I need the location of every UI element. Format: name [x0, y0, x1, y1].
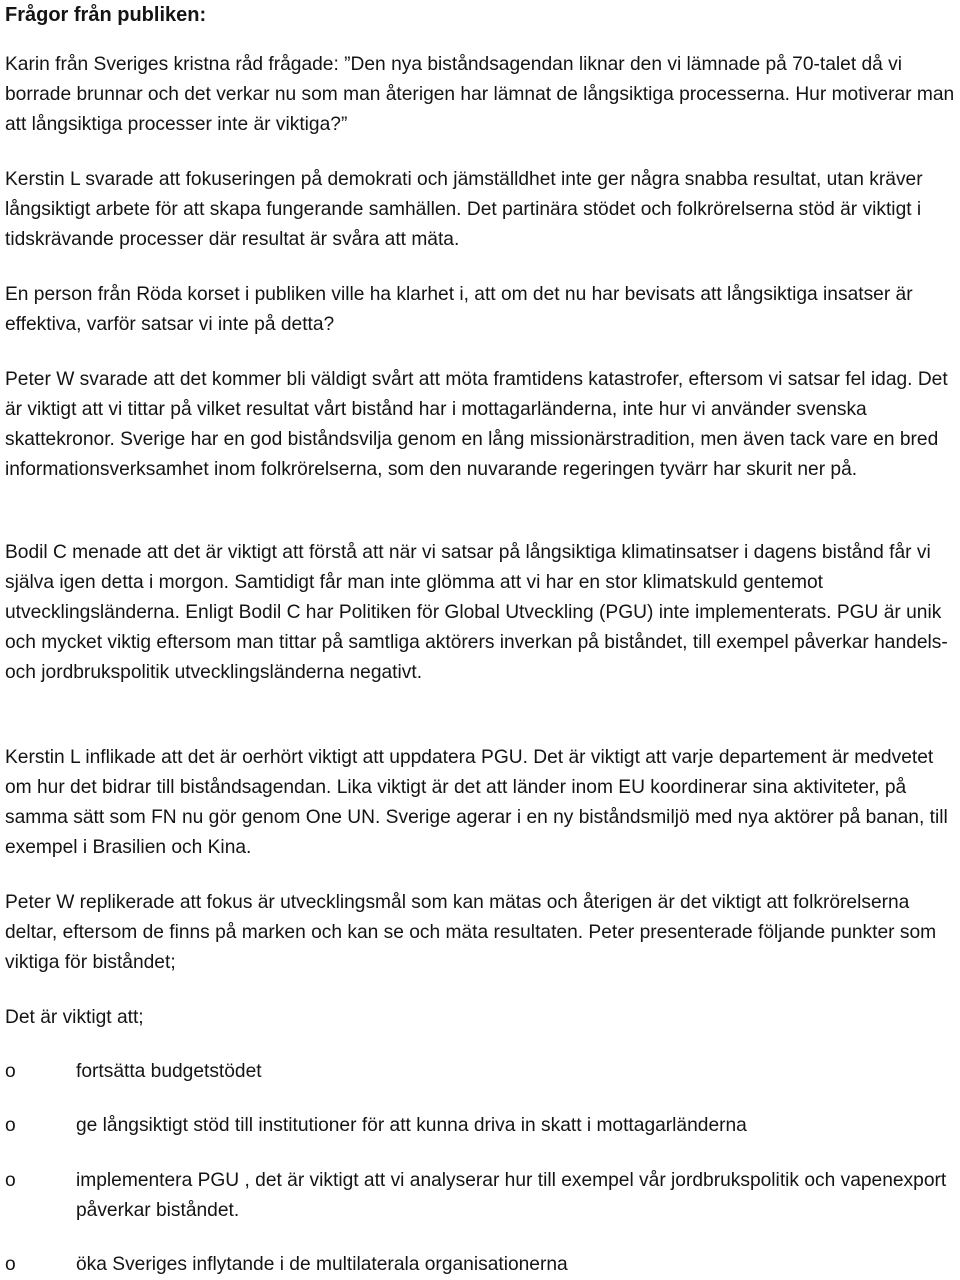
list-item-text: fortsätta budgetstödet: [76, 1061, 262, 1082]
bullet-glyph: o: [5, 1061, 16, 1082]
paragraph-peter-reply: Peter W replikerade att fokus är utvecklingsmål som kan mätas och återigen är det viktigt att folkrörelserna deltar, eftersom de finns på marken och kan se och mäta resultaten. Peter presenterade följande punkter som viktiga för biståndet;: [5, 892, 937, 973]
paragraph-bodil-comment: Bodil C menade att det är viktigt att förstå att när vi satsar på långsiktiga klimatinsatser i dagens bistånd får vi själva igen detta i morgon. Samtidigt får man inte glömma att vi har en stor klimatskuld gentemot utvecklingsländerna. Enligt Bodil C har Politiken för Global Utveckling (PGU) inte implementerats. PGU är unik och mycket viktig eftersom man tittar på samtliga aktörers inverkan på biståndet, till exempel påverkar handels- och jordbrukspolitik utvecklingsländerna negativt.: [5, 542, 948, 683]
paragraph-kerstin-interjection: Kerstin L inflikade att det är oerhört viktigt att uppdatera PGU. Det är viktigt att varje departement är medvetet om hur det bidrar till biståndsagendan. Lika viktigt är det att länder inom EU koordinerar sina aktiviteter, på samma sätt som FN nu gör genom One UN. Sverige agerar i en ny biståndsmiljö med nya aktörer på banan, till exempel i Brasilien och Kina.: [5, 747, 948, 858]
list-item: [5, 1057, 262, 1087]
list-item: [5, 1250, 568, 1280]
list-item: [5, 1111, 747, 1141]
paragraph-list-intro: Det är viktigt att;: [5, 1007, 144, 1028]
bullet-glyph: o: [5, 1254, 16, 1275]
paragraph-karin-question: Karin från Sveriges kristna råd frågade: ”Den nya biståndsagendan liknar den vi lämnade på 70-talet då vi borrade brunnar och det verkar nu som man återigen har lämnat de långsiktiga processerna. Hur motiverar man att långsiktiga processer inte är viktiga?”: [5, 54, 955, 135]
paragraph-red-cross-question: En person från Röda korset i publiken ville ha klarhet i, att om det nu har bevisats att långsiktiga insatser är effektiva, varför satsar vi inte på detta?: [5, 284, 913, 335]
list-item-text: implementera PGU , det är viktigt att vi analyserar hur till exempel vår jordbrukspolitik och vapenexport påverkar biståndet.: [76, 1170, 947, 1221]
paragraph-peter-answer: Peter W svarade att det kommer bli väldigt svårt att möta framtidens katastrofer, eftersom vi satsar fel idag. Det är viktigt att vi tittar på vilket resultat vårt bistånd har i mottagarländerna, inte hur vi använder svenska skattekronor. Sverige har en god biståndsvilja genom en lång missionärstradition, men även tack vare en bred informationsverksamhet inom folkrörelserna, som den nuvarande regeringen tyvärr har skurit ner på.: [5, 369, 948, 480]
bullet-glyph: o: [5, 1115, 16, 1136]
bullet-glyph: o: [5, 1170, 16, 1191]
list-item-text: ge långsiktigt stöd till institutioner för att kunna driva in skatt i mottagarländerna: [76, 1115, 747, 1136]
list-item: [5, 1166, 957, 1226]
list-item-text: öka Sveriges inflytande i de multilaterala organisationerna: [76, 1254, 568, 1275]
paragraph-kerstin-answer: Kerstin L svarade att fokuseringen på demokrati och jämställdhet inte ger några snabba resultat, utan kräver långsiktigt arbete för att skapa fungerande samhällen. Det partinära stödet och folkrörelserna stöd är viktigt i tidskrävande processer där resultat är svåra att mäta.: [5, 169, 923, 250]
section-heading: Frågor från publiken:: [5, 4, 207, 26]
document-page: [5, 0, 957, 1275]
